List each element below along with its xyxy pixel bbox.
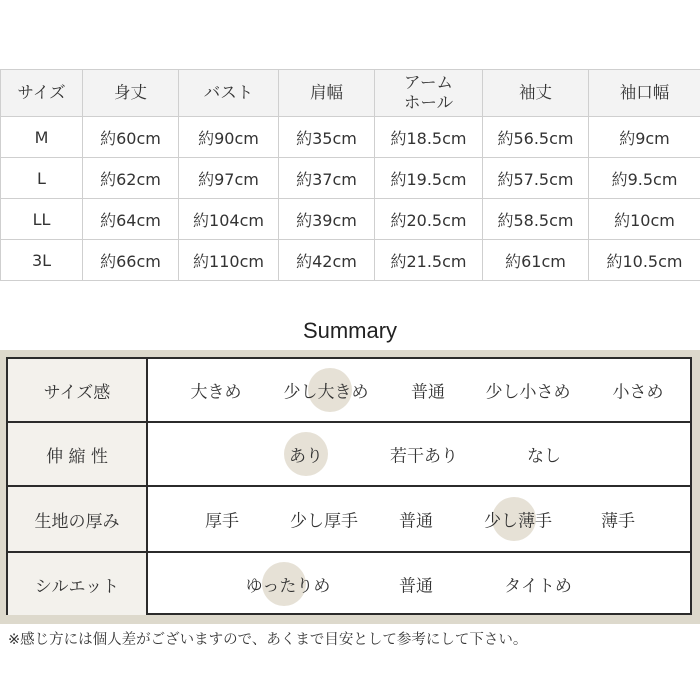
- table-cell: 約110cm: [179, 240, 279, 281]
- summary-option: 少し小さめ: [485, 382, 571, 403]
- summary-option: 普通: [411, 382, 445, 403]
- table-cell: 約42cm: [279, 240, 375, 281]
- summary-option-selected: 少し薄手: [484, 511, 552, 532]
- summary-option: 若干あり: [390, 446, 458, 467]
- table-cell: 約64cm: [83, 199, 179, 240]
- summary-panel: [0, 350, 700, 624]
- summary-option: 少し厚手: [290, 511, 358, 532]
- table-row: [1, 240, 700, 281]
- summary-row-stretch: [8, 423, 690, 487]
- header-length: 身丈: [83, 70, 179, 117]
- table-cell: 約10.5cm: [589, 240, 700, 281]
- summary-option: 薄手: [601, 511, 635, 532]
- table-cell: 約62cm: [83, 158, 179, 199]
- table-cell: 約37cm: [279, 158, 375, 199]
- table-row: [1, 117, 700, 158]
- header-size: サイズ: [1, 70, 83, 117]
- table-cell: 約18.5cm: [375, 117, 483, 158]
- table-cell: 約56.5cm: [483, 117, 589, 158]
- footnote: ※感じ方には個人差がございますので、あくまで目安として参考にして下さい。: [8, 632, 528, 648]
- table-cell: 約21.5cm: [375, 240, 483, 281]
- summary-row-size-feel: [8, 359, 690, 423]
- summary-option: 普通: [399, 511, 433, 532]
- summary-option: 小さめ: [612, 382, 664, 403]
- header-sleeve-length: 袖丈: [483, 70, 589, 117]
- summary-option: 厚手: [205, 511, 239, 532]
- table-row: [1, 158, 700, 199]
- summary-options: [148, 487, 690, 551]
- summary-options: [148, 553, 690, 615]
- table-cell: 約39cm: [279, 199, 375, 240]
- table-cell: 約66cm: [83, 240, 179, 281]
- size-label: LL: [1, 199, 83, 240]
- summary-option: タイトめ: [504, 576, 572, 597]
- size-label: L: [1, 158, 83, 199]
- table-cell: 約35cm: [279, 117, 375, 158]
- summary-option: 大きめ: [190, 382, 242, 403]
- table-cell: 約57.5cm: [483, 158, 589, 199]
- size-table: [0, 69, 700, 281]
- summary-row-label: 伸 縮 性: [8, 423, 148, 485]
- table-cell: 約20.5cm: [375, 199, 483, 240]
- table-cell: 約90cm: [179, 117, 279, 158]
- table-cell: 約19.5cm: [375, 158, 483, 199]
- table-cell: 約9.5cm: [589, 158, 700, 199]
- summary-row-label: サイズ感: [8, 359, 148, 421]
- table-cell: 約60cm: [83, 117, 179, 158]
- summary-row-label: シルエット: [8, 553, 148, 615]
- size-table-header-row: [1, 70, 700, 117]
- summary-option: なし: [527, 446, 561, 467]
- summary-title: Summary: [302, 318, 398, 343]
- summary-option-selected: ゆったりめ: [245, 576, 331, 597]
- table-cell: 約97cm: [179, 158, 279, 199]
- header-armhole: アーム ホール: [375, 70, 483, 117]
- summary-row-thickness: [8, 487, 690, 553]
- table-row: [1, 199, 700, 240]
- summary-option: 普通: [399, 576, 433, 597]
- size-label: 3L: [1, 240, 83, 281]
- table-cell: 約104cm: [179, 199, 279, 240]
- size-label: M: [1, 117, 83, 158]
- table-cell: 約10cm: [589, 199, 700, 240]
- summary-options: [148, 423, 690, 485]
- summary-option-selected: あり: [289, 446, 323, 467]
- table-cell: 約58.5cm: [483, 199, 589, 240]
- summary-row-silhouette: [8, 553, 690, 615]
- header-bust: バスト: [179, 70, 279, 117]
- summary-options: [148, 359, 690, 421]
- header-shoulder: 肩幅: [279, 70, 375, 117]
- summary-option-selected: 少し大きめ: [283, 382, 369, 403]
- table-cell: 約61cm: [483, 240, 589, 281]
- table-cell: 約9cm: [589, 117, 700, 158]
- summary-row-label: 生地の厚み: [8, 487, 148, 551]
- summary-grid: [6, 357, 692, 615]
- header-cuff-width: 袖口幅: [589, 70, 700, 117]
